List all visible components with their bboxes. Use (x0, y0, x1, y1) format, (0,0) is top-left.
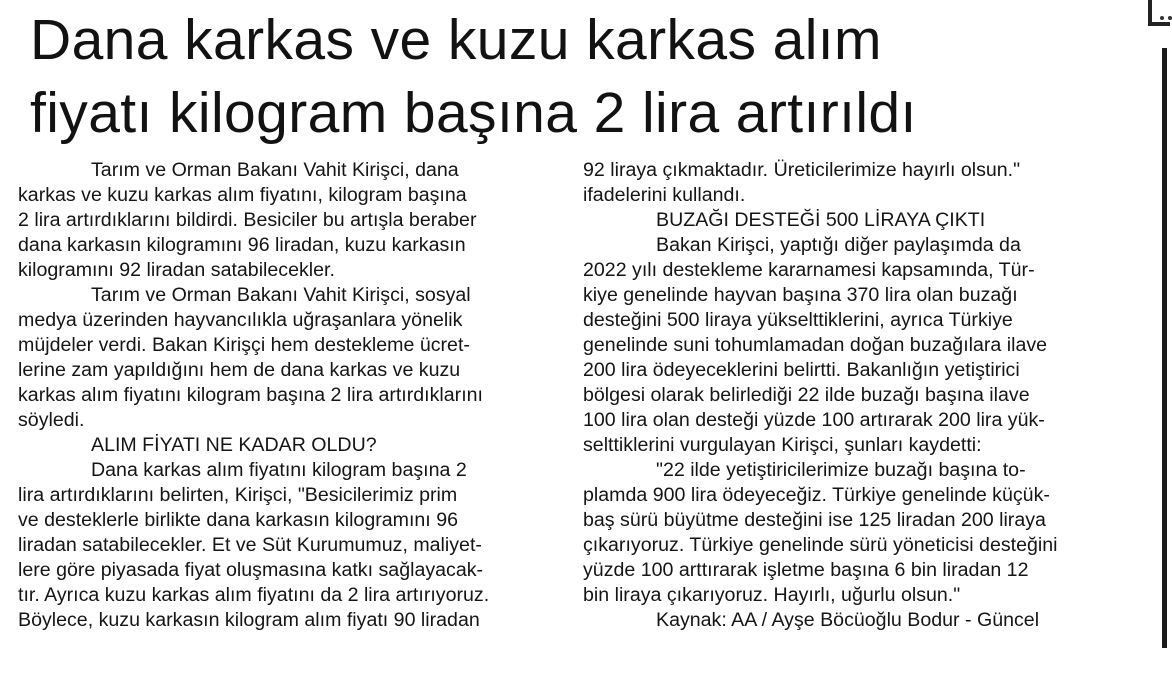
article-text-line: kiye genelinde hayvan başına 370 lira olan buzağı (583, 284, 1018, 306)
article-text-line: baş sürü büyütme desteğini ise 125 liradan 200 liraya (583, 509, 1046, 531)
article-text-line: çıkarıyoruz. Türkiye genelinde sürü yöneticisi desteğini (583, 534, 1058, 556)
headline (30, 4, 1150, 150)
article-text-line: 92 liraya çıkmaktadır. Üreticilerimize hayırlı olsun." (583, 159, 1021, 181)
article-text-line: karkas alım fiyatını kilogram başına 2 lira artırdıklarını (18, 384, 483, 406)
article-text-line: Bakan Kirişci, yaptığı diğer paylaşımda da (656, 234, 1021, 256)
article-text-line: bölgesi olarak belirlediği 22 ilde buzağı başına ilave (583, 384, 1030, 406)
article-text-line: medya üzerinden hayvancılıkla uğraşanlara yönelik (18, 309, 463, 331)
article-text-line: söyledi. (18, 409, 85, 431)
article-text-line: karkas ve kuzu karkas alım fiyatını, kilogram başına (18, 184, 467, 206)
headline-line-2: fiyatı kilogram başına 2 lira artırıldı (30, 81, 917, 145)
headline-line-1: Dana karkas ve kuzu karkas alım (30, 8, 882, 72)
article-text-line: kilogramını 92 liradan satabilecekler. (18, 259, 335, 281)
article-text-line: desteğini 500 liraya yükselttiklerini, ayrıca Türkiye (583, 309, 1013, 331)
article-text-line: BUZAĞI DESTEĞİ 500 LİRAYA ÇIKTI (656, 209, 986, 231)
article-text-line: genelinde suni tohumlamadan doğan buzağılara ilave (583, 334, 1048, 356)
article-text-line: ifadelerini kullandı. (583, 184, 746, 206)
article-text-line: yüzde 100 arttırarak işletme başına 6 bin liradan 12 (583, 559, 1029, 581)
article-text-line: ve desteklerle birlikte dana karkasın kilogramını 96 (18, 509, 458, 531)
article-text-line: 200 lira ödeyeceklerini belirtti. Bakanlığın yetiştirici (583, 359, 1020, 381)
article-text-line: Tarım ve Orman Bakanı Vahit Kirişci, sosyal (91, 284, 471, 306)
page-edge-rule (1162, 48, 1167, 648)
article-text-line: tır. Ayrıca kuzu karkas alım fiyatını da 2 lira artırıyoruz. (18, 584, 490, 606)
article-text-line: Böylece, kuzu karkasın kilogram alım fiyatı 90 liradan (18, 609, 480, 631)
article-text-line: müjdeler verdi. Bakan Kirişçi hem destekleme ücret- (18, 334, 470, 356)
article-text-line: liradan satabilecekler. Et ve Süt Kurumumuz, maliyet- (18, 534, 482, 556)
article-text-line: 2022 yılı destekleme kararnamesi kapsamında, Tür- (583, 259, 1035, 281)
article-text-line: plamda 900 lira ödeyeceğiz. Türkiye genelinde küçük- (583, 484, 1050, 506)
article-text-line: bin liraya çıkarıyoruz. Hayırlı, uğurlu olsun." (583, 584, 961, 606)
article-text-line: Tarım ve Orman Bakanı Vahit Kirişci, dana (91, 159, 459, 181)
article-text-line: dana karkasın kilogramını 96 liradan, kuzu karkasın (18, 234, 466, 256)
article-text-line: 100 lira olan desteği yüzde 100 artırarak 200 lira yük- (583, 409, 1045, 431)
article-text-line: selttiklerini vurgulayan Kirişci, şunları kaydetti: (583, 434, 982, 456)
crop-mark-dots (1160, 16, 1172, 24)
article-text-line: Dana karkas alım fiyatını kilogram başına 2 (91, 459, 467, 481)
article-text-line: lira artırdıklarını belirten, Kirişci, "Besicilerimiz prim (18, 484, 458, 506)
article-column-left (18, 158, 563, 633)
article-text-line: lere göre piyasada fiyat oluşmasına katkı sağlayacak- (18, 559, 484, 581)
article-column-right (583, 158, 1128, 633)
article-text-line: "22 ilde yetiştiricilerimize buzağı başına to- (656, 459, 1026, 481)
article-text-line: Kaynak: AA / Ayşe Böcüoğlu Bodur - Güncel (656, 609, 1040, 631)
article-text-line: ALIM FİYATI NE KADAR OLDU? (91, 434, 377, 456)
article-text-line: 2 lira artırdıklarını bildirdi. Besiciler bu artışla beraber (18, 209, 477, 231)
article-text-line: lerine zam yapıldığını hem de dana karkas ve kuzu (18, 359, 461, 381)
